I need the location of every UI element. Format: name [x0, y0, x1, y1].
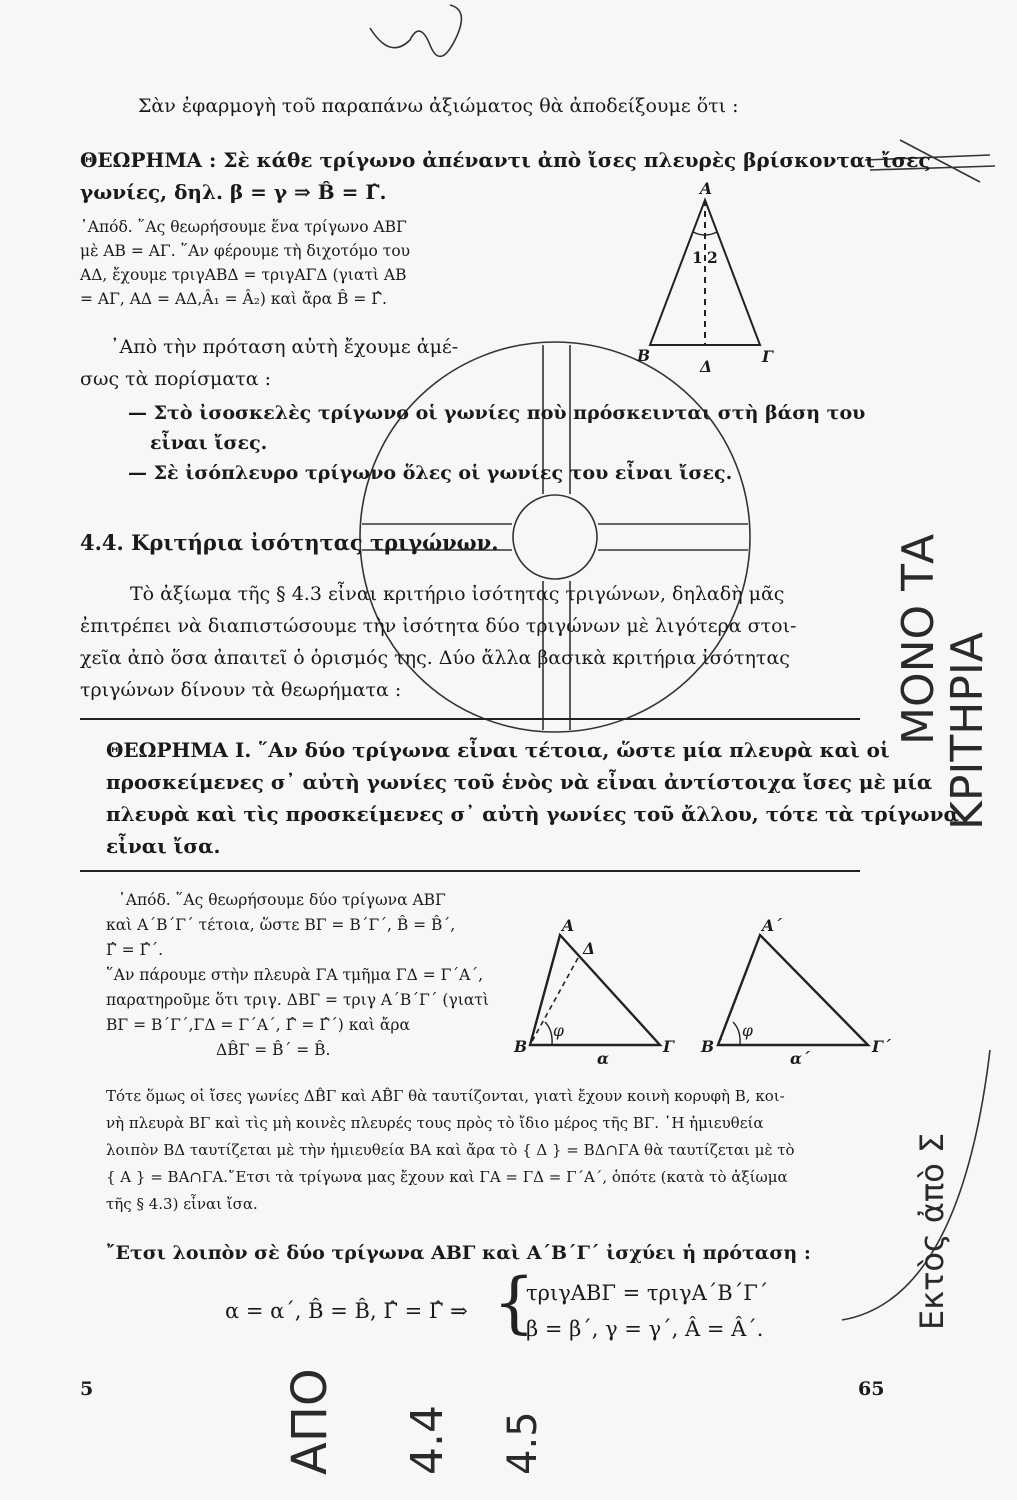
- proof2-line: Γ̂ = Γ̂΄.: [106, 941, 164, 959]
- formula-lhs: α = α΄, B̂ = B̂, Γ̂ = Γ̂ ⇒: [225, 1299, 468, 1323]
- page-number: 65: [858, 1378, 885, 1400]
- fig2-label-G: Γ: [663, 1037, 675, 1056]
- proof1-line: ᾿Απόδ. ῞Ας θεωρήσουμε ἕνα τρίγωνο ΑΒΓ: [80, 218, 407, 236]
- corollary-2: — Σὲ ἰσόπλευρο τρίγωνο ὅλες οἱ γωνίες του εἶναι ἴσες.: [128, 462, 733, 484]
- fig2-label-A-prime: A΄: [762, 916, 782, 935]
- corollary-intro-line1: ᾿Απὸ τὴν πρόταση αὐτὴ ἔχουμε ἀμέ-: [110, 336, 459, 358]
- theorem-2-line: εἶναι ἴσα.: [106, 834, 221, 858]
- section-para-line: χεῖα ἀπὸ ὅσα ἀπαιτεῖ ὁ ὁρισμός της. Δύο ἄλλα βασικὰ κριτήρια ἰσότητας: [80, 647, 790, 669]
- corollary-1-cont: εἶναι ἴσες.: [150, 432, 268, 454]
- conclusion-sentence: ῎Ετσι λοιπὸν σὲ δύο τρίγωνα ΑΒΓ καὶ Α΄Β΄Γ΄ ἰσχύει ἡ πρόταση :: [106, 1242, 811, 1264]
- fig2-label-B: B: [514, 1037, 528, 1056]
- proof2-cont-line: λοιπὸν ΒΔ ταυτίζεται μὲ τὴν ἡμιευθεία ΒΑ καὶ ἄρα τὸ { Δ } = ΒΔ∩ΓΑ θὰ ταυτίζεται μὲ τὸ: [106, 1141, 795, 1159]
- formula-rhs-line1: τριγΑΒΓ = τριγΑ΄Β΄Γ΄: [526, 1281, 769, 1305]
- proof2-line: ῞Αν πάρουμε στὴν πλευρὰ ΓΑ τμῆμα ΓΔ = Γ΄Α΄,: [106, 966, 484, 984]
- section-title: 4.4. Κριτήρια ἰσότητας τριγώνων.: [80, 530, 499, 555]
- fig1-label-G: Γ: [762, 347, 774, 366]
- theorem-2-line: προσκείμενες σ᾿ αὐτὴ γωνίες τοῦ ἑνὸς νὰ εἶναι ἀντίστοιχα ἴσες μὲ μία: [106, 770, 933, 794]
- fig2-label-phi: φ: [553, 1022, 564, 1040]
- fig2-label-a: α: [597, 1049, 609, 1068]
- handwritten-note-2: ΚΡΙΤΗΡΙΑ: [942, 632, 993, 830]
- fig2-label-A: A: [562, 916, 575, 935]
- handwritten-note-3: Εκτὸς ἀπὸ Σ: [913, 1132, 951, 1330]
- theorem-2-line: πλευρὰ καὶ τὶς προσκείμενες σ᾿ αὐτὴ γωνίες τοῦ ἄλλου, τότε τὰ τρίγωνα: [106, 802, 959, 826]
- fig1-label-1: 1: [692, 248, 703, 267]
- fig2-label-a-prime: α΄: [790, 1049, 810, 1068]
- corollary-intro-line2: σως τὰ πορίσματα :: [80, 368, 272, 390]
- formula-rhs-line2: β = β΄, γ = γ΄, Â = Â΄.: [526, 1317, 764, 1341]
- fig1-label-B: B: [637, 346, 651, 365]
- proof1-line: = ΑΓ, ΑΔ = ΑΔ,Â₁ = Â₂) καὶ ἄρα B̂ = Γ̂.: [80, 290, 387, 308]
- section-para-line: Τὸ ἀξίωμα τῆς § 4.3 εἶναι κριτήριο ἰσότητας τριγώνων, δηλαδὴ μᾶς: [130, 583, 785, 605]
- handwritten-note-bottom-1: ΑΠΟ: [282, 1368, 338, 1475]
- theorem-1-line2: γωνίες, δηλ. β = γ ⇒ B̂ = Γ̂.: [80, 180, 387, 204]
- proof2-line: ᾿Απόδ. ῞Ας θεωρήσουμε δύο τρίγωνα ΑΒΓ: [118, 891, 446, 909]
- fig2-label-D: Δ: [583, 939, 596, 958]
- intro-sentence: Σὰν ἐφαρμογὴ τοῦ παραπάνω ἀξιώματος θὰ ἀποδείξουμε ὅτι :: [138, 95, 739, 117]
- corollary-1: — Στὸ ἰσοσκελὲς τρίγωνο οἱ γωνίες ποὺ πρόσκεινται στὴ βάση του: [128, 402, 866, 424]
- proof2-line: παρατηροῦμε ὅτι τριγ. ΔΒΓ = τριγ Α΄Β΄Γ΄ (γιατὶ: [106, 991, 489, 1009]
- theorem-1-line1: ΘΕΩΡΗΜΑ : Σὲ κάθε τρίγωνο ἀπέναντι ἀπὸ ἴσες πλευρὲς βρίσκονται ἴσες: [80, 148, 931, 172]
- handwritten-note-bottom-2: 4.4: [402, 1405, 453, 1475]
- handwritten-note-bottom-3: 4.5: [500, 1411, 546, 1475]
- theorem-2-line: ΘΕΩΡΗΜΑ Ι. ῞Αν δύο τρίγωνα εἶναι τέτοια, ὥστε μία πλευρὰ καὶ οἱ: [106, 738, 890, 762]
- formula-brace: {: [493, 1264, 535, 1341]
- footer-signature: 5: [80, 1378, 94, 1400]
- fig1-label-D: Δ: [700, 357, 713, 376]
- fig2-label-B-prime: B΄: [701, 1037, 722, 1056]
- proof2-line: ΒΓ = Β΄Γ΄,ΓΔ = Γ΄Α΄, Γ̂ = Γ̂΄) καὶ ἄρα: [106, 1016, 410, 1034]
- proof2-line: ΔB̂Γ = B̂΄ = B̂.: [216, 1041, 331, 1059]
- proof1-line: μὲ ΑΒ = ΑΓ. ῞Αν φέρουμε τὴ διχοτόμο του: [80, 242, 411, 260]
- handwritten-note-1: ΜΟΝΟ ΤΑ: [893, 533, 944, 745]
- triangle-A2B2G2: [718, 935, 868, 1045]
- fig2-label-phi-prime: φ: [742, 1022, 753, 1040]
- section-para-line: τριγώνων δίνουν τὰ θεωρήματα :: [80, 679, 402, 701]
- proof2-cont-line: τῆς § 4.3) εἶναι ἴσα.: [106, 1195, 258, 1213]
- proof2-cont-line: { Α } = ΒΑ∩ΓΑ.῎Ετσι τὰ τρίγωνα μας ἔχουν καὶ ΓΑ = ΓΔ = Γ΄Α΄, ὁπότε (κατὰ τὸ ἀξίωμα: [106, 1168, 788, 1186]
- section-para-line: ἐπιτρέπει νὰ διαπιστώσουμε τὴν ἰσότητα δύο τριγώνων μὲ λιγότερα στοι-: [80, 615, 797, 637]
- proof1-line: ΑΔ, ἔχουμε τριγΑΒΔ = τριγΑΓΔ (γιατὶ ΑΒ: [80, 266, 407, 284]
- proof2-cont-line: Τότε ὅμως οἱ ἴσες γωνίες ΔB̂Γ καὶ AB̂Γ θὰ ταυτίζονται, γιατὶ ἔχουν κοινὴ κορυφὴ Β, κοι-: [106, 1087, 785, 1105]
- fig2-label-G-prime: Γ΄: [872, 1037, 891, 1056]
- proof2-cont-line: νὴ πλευρὰ ΒΓ καὶ τὶς μὴ κοινὲς πλευρές τους πρὸς τὸ ἴδιο μέρος τῆς ΒΓ. ῾Η ἡμιευθεία: [106, 1114, 764, 1132]
- fig1-label-A: A: [700, 179, 713, 198]
- proof2-line: καὶ Α΄Β΄Γ΄ τέτοια, ὥστε ΒΓ = Β΄Γ΄, B̂ = B̂΄,: [106, 916, 456, 934]
- fig1-label-2: 2: [707, 248, 718, 267]
